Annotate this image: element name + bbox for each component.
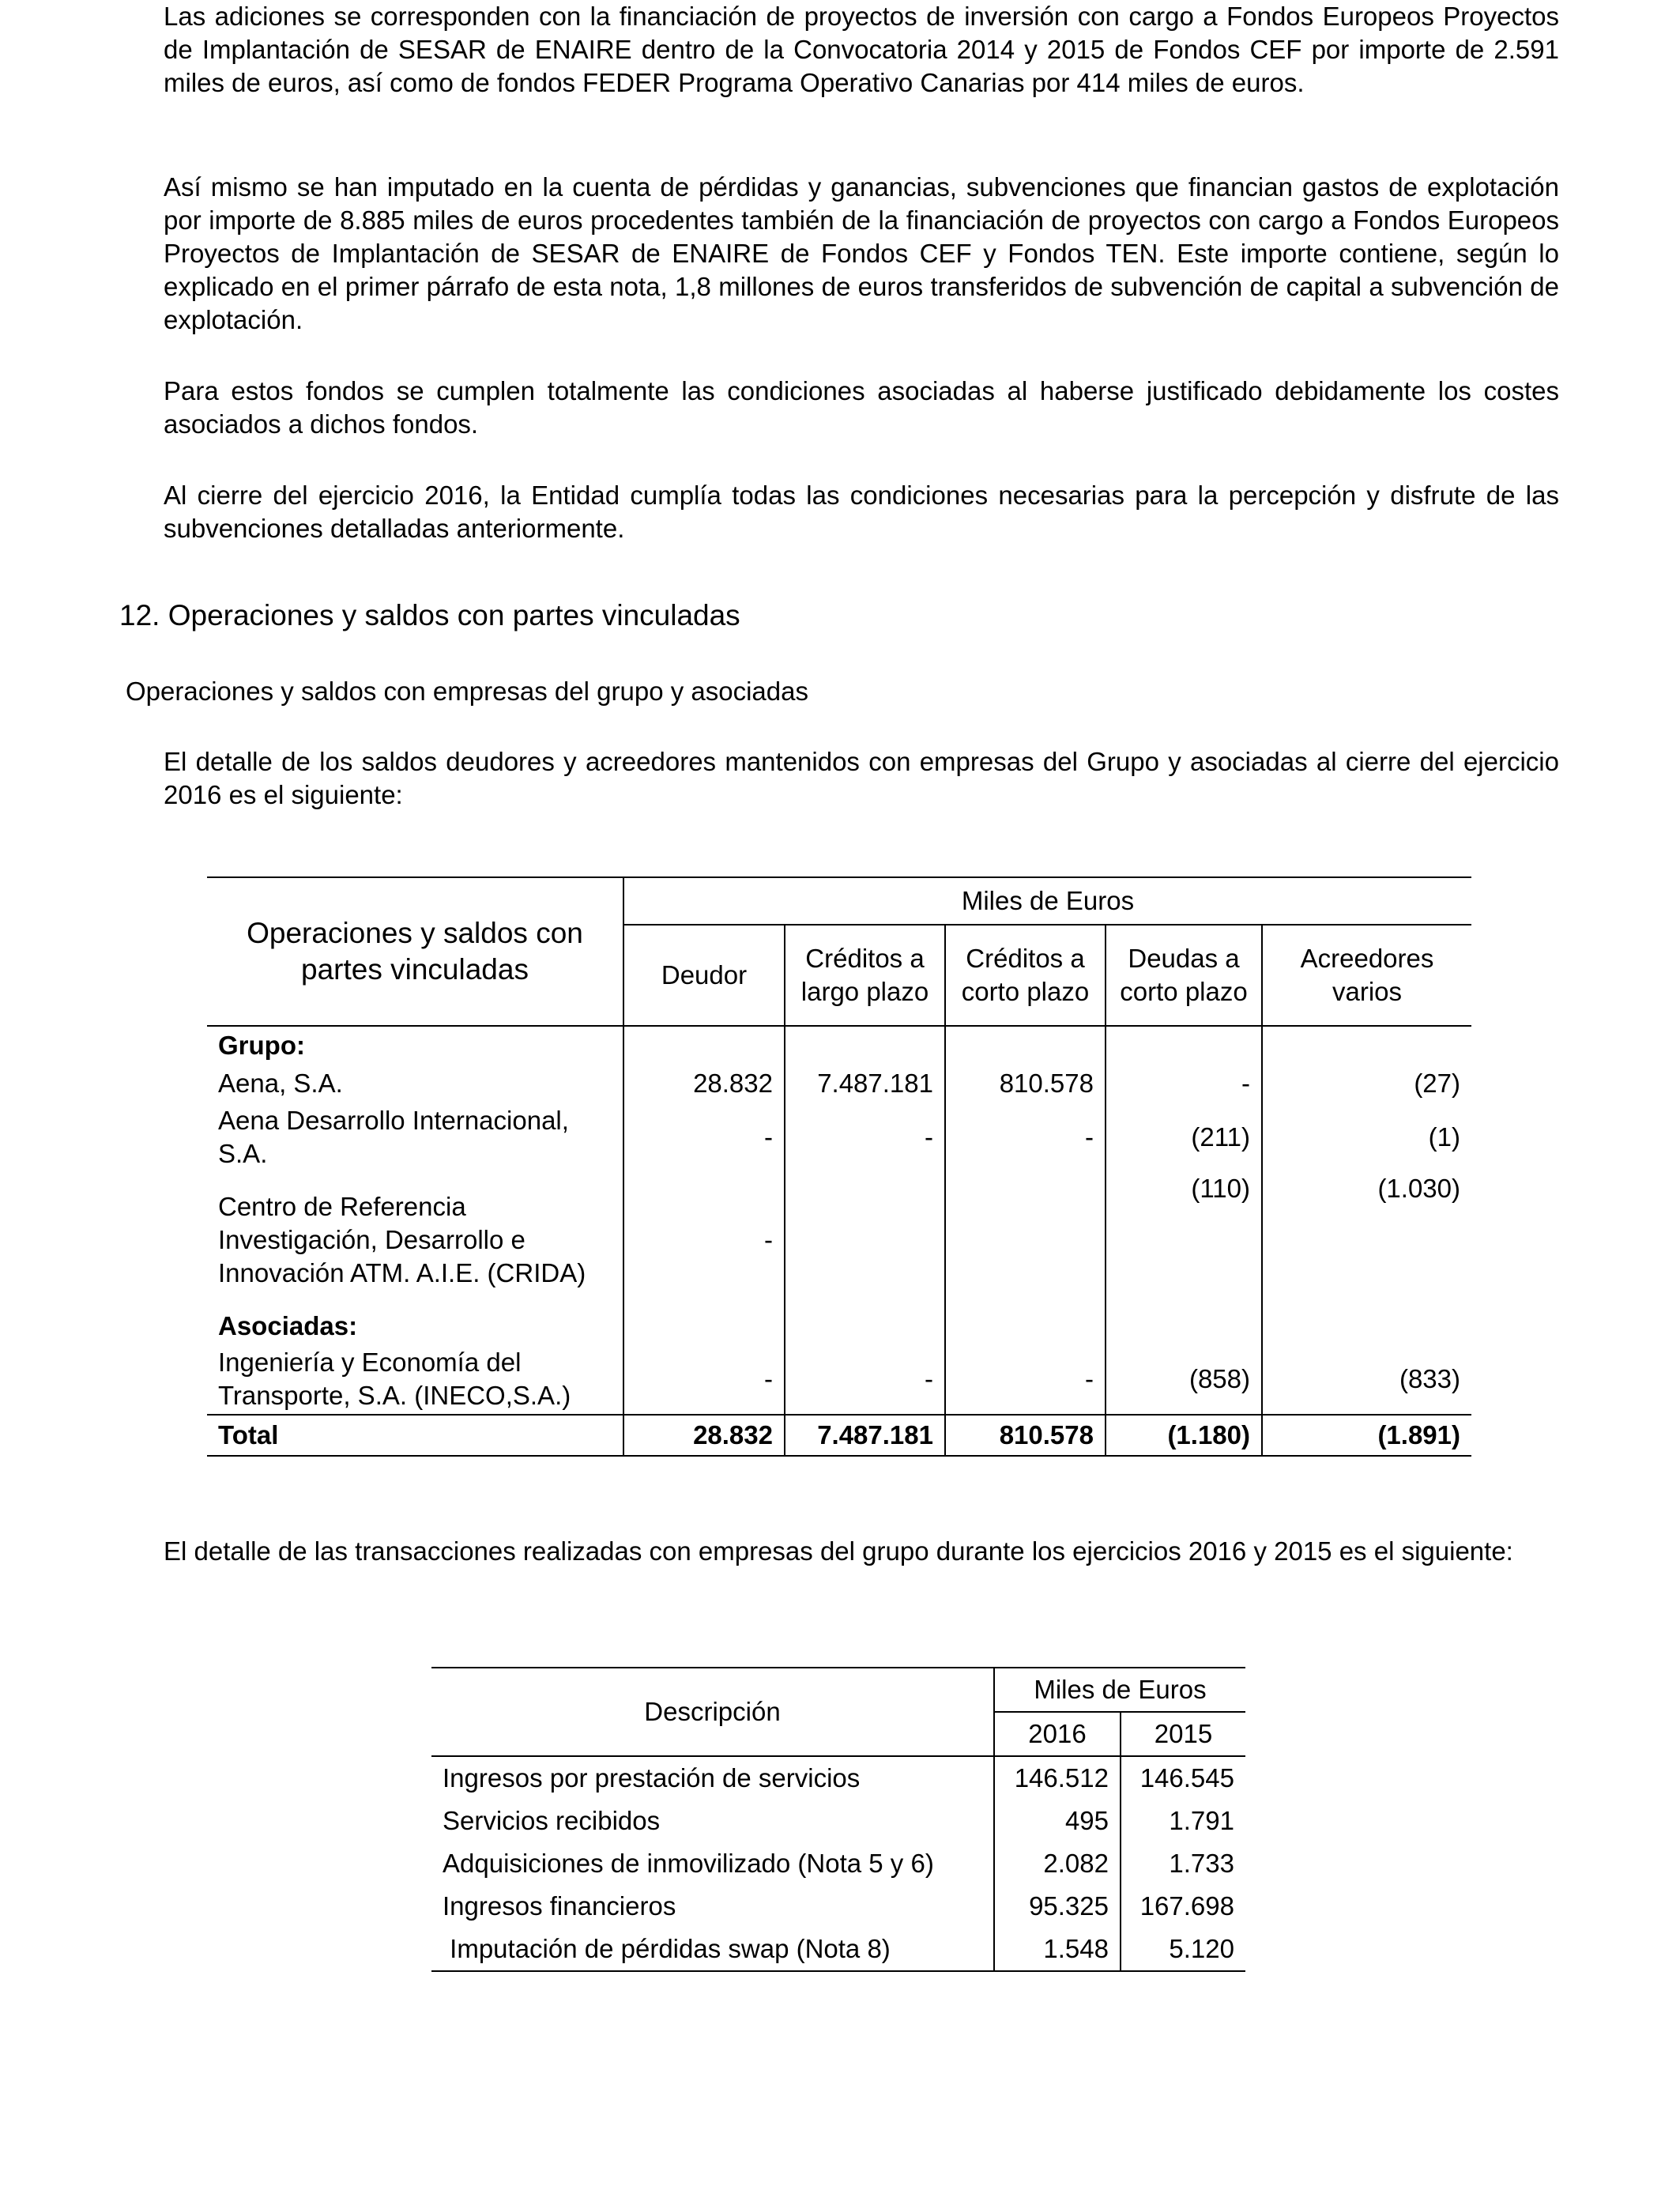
column-header: Deudor (623, 925, 785, 1026)
cell-value: 95.325 (994, 1885, 1121, 1928)
cell-value: - (945, 1103, 1106, 1172)
table-row (207, 1172, 1471, 1308)
cell-value: (211) (1106, 1103, 1262, 1172)
cell-value: 1.791 (1121, 1800, 1245, 1842)
table-row (207, 1065, 1471, 1103)
cell-value (945, 1172, 1106, 1308)
table-row (431, 1885, 1245, 1928)
total-label: Total (207, 1415, 623, 1456)
section-heading: 12. Operaciones y saldos con partes vinculadas (119, 599, 740, 631)
cell-value: - (623, 1103, 785, 1172)
row-label: Ingresos por prestación de servicios (443, 1763, 861, 1793)
row-label: Ingresos financieros (443, 1891, 676, 1921)
total-row (207, 1415, 1471, 1456)
cell-value: 167.698 (1121, 1885, 1245, 1928)
row-label: Centro de Referencia Investigación, Desarrollo e Innovación ATM. A.I.E. (CRIDA) (218, 1192, 586, 1287)
table-corner-header: Descripción (431, 1668, 994, 1756)
intro-balances: El detalle de los saldos deudores y acreedores mantenidos con empresas del Grupo y asociadas al cierre del ejercicio 2016 es el siguiente: (164, 747, 1559, 809)
paragraph-year-end-compliance: Al cierre del ejercicio 2016, la Entidad cumplía todas las condiciones necesarias para la percepción y disfrute de las subvenciones detalladas anteriormente. (164, 481, 1559, 543)
column-header: Deudas a corto plazo (1106, 925, 1262, 1026)
row-label: Ingeniería y Economía del Transporte, S.A. (INECO,S.A.) (218, 1348, 571, 1410)
column-header: Créditos a corto plazo (945, 925, 1106, 1026)
cell-value: 7.487.181 (785, 1065, 945, 1103)
row-label: Aena, S.A. (218, 1069, 343, 1098)
cell-value: - (945, 1344, 1106, 1415)
intro-transactions: El detalle de las transacciones realizadas con empresas del grupo durante los ejercicios 2016 y 2015 es el siguiente: (164, 1536, 1513, 1566)
section-row (207, 1308, 1471, 1344)
table-row (207, 1103, 1471, 1172)
paragraph-operating-subsidies: Así mismo se han imputado en la cuenta de pérdidas y ganancias, subvenciones que financian gastos de explotación por importe de 8.885 miles de euros procedentes también de la financiación de proyectos con cargo a Fondos Europeos Proyectos de Implantación de SESAR de ENAIRE de Fondos CEF y Fondos TEN. Este importe contiene, según lo explicado en el primer párrafo de esta nota, 1,8 millones de euros transferidos de subvención de capital a subvención de explotación. (164, 172, 1559, 334)
column-header: Acreedores varios (1262, 925, 1471, 1026)
section-label: Grupo: (218, 1031, 305, 1060)
cell-value: - (785, 1344, 945, 1415)
table-header-row (431, 1668, 1245, 1712)
row-label: Imputación de pérdidas swap (Nota 8) (431, 1928, 994, 1971)
cell-value: 2.082 (994, 1842, 1121, 1885)
subheading: Operaciones y saldos con empresas del grupo y asociadas (126, 677, 808, 706)
table-row (431, 1800, 1245, 1842)
row-label: Adquisiciones de inmovilizado (Nota 5 y 6) (443, 1849, 934, 1878)
total-value: (1.891) (1262, 1415, 1471, 1456)
cell-value: - (1106, 1065, 1262, 1103)
table-row (431, 1842, 1245, 1885)
balances-table (207, 876, 1471, 1457)
table-group-header: Miles de Euros (623, 877, 1471, 925)
cell-value: (1) (1262, 1103, 1471, 1172)
table-row (431, 1928, 1245, 1971)
table-header-row (207, 877, 1471, 925)
total-value: 28.832 (623, 1415, 785, 1456)
paragraph-additions: Las adiciones se corresponden con la financiación de proyectos de inversión con cargo a Fondos Europeos Proyectos de Implantación de SESAR de ENAIRE dentro de la Convocatoria 2014 y 2015 de Fondos CEF por importe de 2.591 miles de euros, así como de fondos FEDER Programa Operativo Canarias por 414 miles de euros. (164, 2, 1559, 97)
cell-value: 146.545 (1121, 1756, 1245, 1800)
paragraph-conditions-met: Para estos fondos se cumplen totalmente las condiciones asociadas al haberse justificado debidamente los costes asociados a dichos fondos. (164, 376, 1559, 439)
cell-value: (858) (1106, 1344, 1262, 1415)
cell-value: - (785, 1103, 945, 1172)
total-value: 810.578 (945, 1415, 1106, 1456)
cell-value: 1.733 (1121, 1842, 1245, 1885)
section-label: Asociadas: (218, 1311, 358, 1340)
table-row (431, 1756, 1245, 1800)
section-row (207, 1026, 1471, 1065)
cell-value: 810.578 (945, 1065, 1106, 1103)
row-label: Servicios recibidos (443, 1806, 661, 1835)
cell-value: 146.512 (994, 1756, 1121, 1800)
column-header: Créditos a largo plazo (785, 925, 945, 1026)
year-header: 2015 (1121, 1712, 1245, 1756)
cell-value: - (623, 1172, 785, 1308)
cell-value: 5.120 (1121, 1928, 1245, 1971)
total-value: 7.487.181 (785, 1415, 945, 1456)
transactions-table (431, 1667, 1245, 1972)
year-header: 2016 (994, 1712, 1121, 1756)
cell-value (785, 1172, 945, 1308)
cell-value: 495 (994, 1800, 1121, 1842)
cell-value: (27) (1262, 1065, 1471, 1103)
table-corner-header: Operaciones y saldos con partes vinculadas (207, 877, 623, 1026)
cell-value: 28.832 (623, 1065, 785, 1103)
cell-value: 1.548 (994, 1928, 1121, 1971)
row-label: Aena Desarrollo Internacional, S.A. (218, 1106, 569, 1168)
table-row (207, 1344, 1471, 1415)
cell-value: (1.030) (1262, 1172, 1471, 1308)
cell-value: - (623, 1344, 785, 1415)
cell-value: (110) (1106, 1172, 1262, 1308)
cell-value: (833) (1262, 1344, 1471, 1415)
total-value: (1.180) (1106, 1415, 1262, 1456)
table-group-header: Miles de Euros (994, 1668, 1245, 1712)
